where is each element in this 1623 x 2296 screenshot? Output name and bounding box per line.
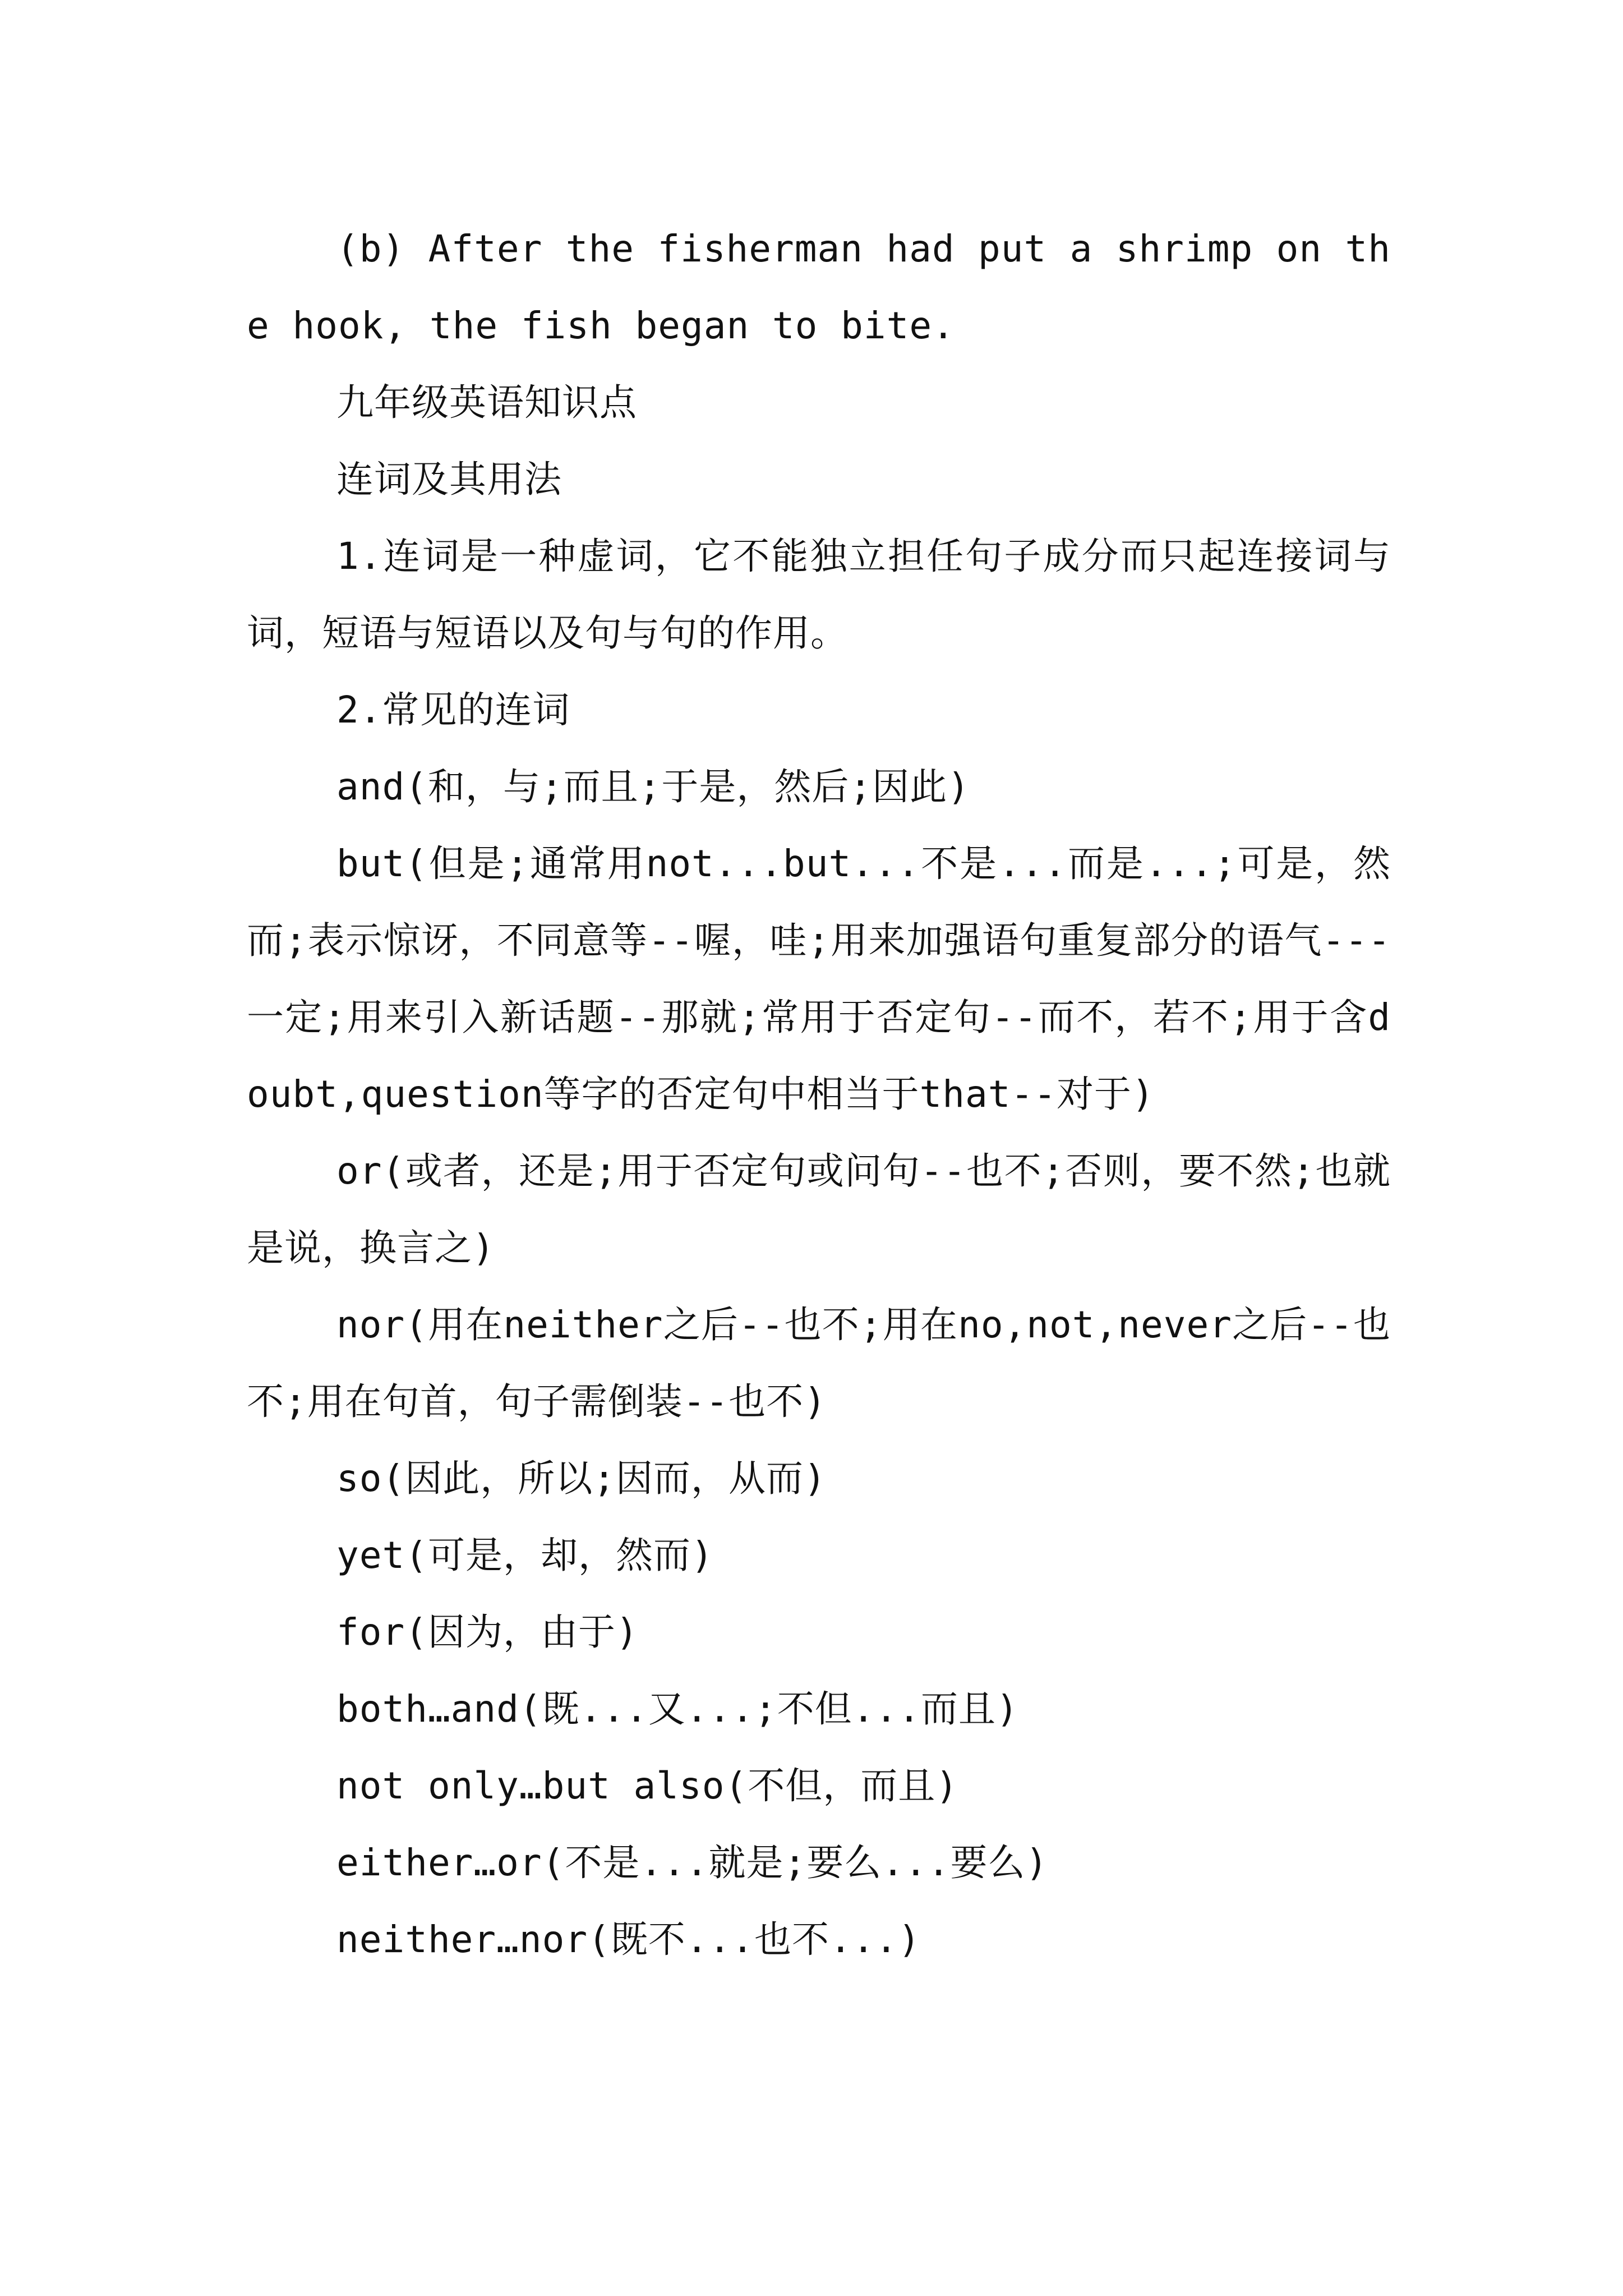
- section-heading-grade9-knowledge: 九年级英语知识点: [336, 381, 637, 424]
- paragraph-point-1: 1.连词是一种虚词，它不能独立担任句子成分而只起连接词与词，短语与短语以及句与句的作用。: [247, 535, 1391, 655]
- conjunction-so: so(因此，所以;因而，从而): [336, 1457, 827, 1500]
- conjunction-but: but(但是;通常用not...but...不是...而是...;可是，然而;表示惊讶，不同意等--喔，哇;用来加强语句重复部分的语气---一定;用来引入新话题--那就;常用于否定句--而不，若不;用于含doubt,question等字的否定句中相当于that--对于): [247, 842, 1391, 1116]
- conjunction-or: or(或者，还是;用于否定句或问句--也不;否则，要不然;也就是说，换言之): [247, 1149, 1391, 1269]
- conjunction-either-or: either…or(不是...就是;要么...要么): [336, 1841, 1049, 1884]
- paragraph-example-sentence: (b) After the fisherman had put a shrimp on the hook, the fish began to bite.: [247, 227, 1391, 347]
- conjunction-nor: nor(用在neither之后--也不;用在no,not,never之后--也不;用在句首，句子需倒装--也不): [247, 1303, 1391, 1423]
- conjunction-yet: yet(可是，却，然而): [336, 1534, 714, 1577]
- conjunction-not-only-but-also: not only…but also(不但，而且): [336, 1764, 958, 1807]
- conjunction-for: for(因为，由于): [336, 1611, 639, 1654]
- conjunction-neither-nor: neither…nor(既不...也不...): [336, 1918, 921, 1961]
- document-body: [247, 210, 1391, 1978]
- conjunction-both-and: both…and(既...又...;不但...而且): [336, 1687, 1019, 1731]
- section-subheading-conjunctions: 连词及其用法: [336, 458, 562, 501]
- conjunction-and: and(和，与;而且;于是，然后;因此): [336, 765, 970, 808]
- paragraph-point-2: 2.常见的连词: [336, 688, 570, 731]
